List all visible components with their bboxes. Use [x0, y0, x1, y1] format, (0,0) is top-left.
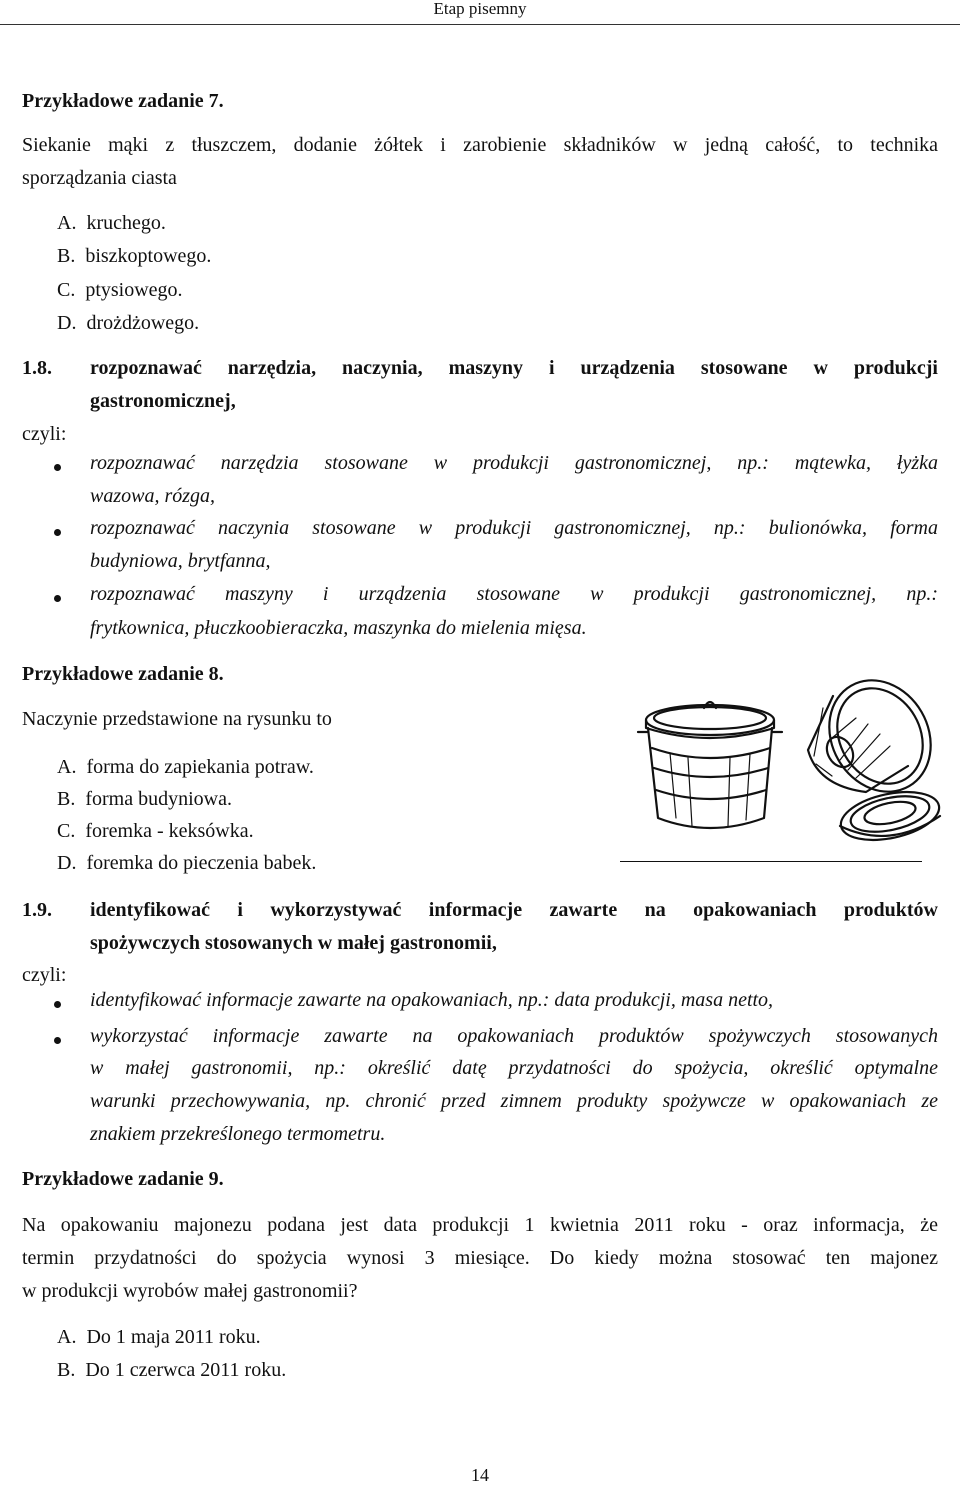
bullet-icon — [54, 1037, 61, 1044]
section18-czyli: czyli: — [22, 423, 67, 445]
bullet-icon — [54, 464, 61, 471]
section18-item1-line2: wazowa, rózga, — [90, 485, 216, 507]
page-number: 14 — [471, 1465, 489, 1485]
section19-number: 1.9. — [22, 899, 52, 921]
task8-question: Naczynie przedstawione na rysunku to — [22, 708, 332, 730]
section18-number: 1.8. — [22, 357, 52, 379]
task9-option-b: B. Do 1 czerwca 2011 roku. — [57, 1359, 287, 1381]
section19-item2-line3: warunki przechowywania, np. chronić przed zimnem produkty spożywcze w opakowaniach ze — [90, 1090, 938, 1112]
task8-heading: Przykładowe zadanie 8. — [22, 663, 224, 685]
task8-option-d: D. foremka do pieczenia babek. — [57, 852, 317, 874]
section18-item3-line1: rozpoznawać maszyny i urządzenia stosowane w produkcji gastronomicznej, np.: — [90, 583, 938, 605]
answer-line — [620, 861, 922, 862]
section18-item3-line2: frytkownica, płuczkoobieraczka, maszynka do mielenia mięsa. — [90, 617, 587, 639]
task8-option-c: C. foremka - keksówka. — [57, 820, 254, 842]
section19-title-line2: spożywczych stosowanych w małej gastronomii, — [90, 932, 497, 954]
task9-question-line3: w produkcji wyrobów małej gastronomii? — [22, 1280, 358, 1302]
task7-option-c: C. ptysiowego. — [57, 279, 183, 301]
section18-item2-line1: rozpoznawać naczynia stosowane w produkcji gastronomicznej, np.: bulionówka, forma — [90, 517, 938, 539]
section19-item2-line1: wykorzystać informacje zawarte na opakowaniach produktów spożywczych stosowanych — [90, 1025, 938, 1047]
task9-question-line1: Na opakowaniu majonezu podana jest data produkcji 1 kwietnia 2011 roku - oraz informacja, że — [22, 1214, 938, 1236]
section18-title-line2: gastronomicznej, — [90, 390, 236, 412]
task7-option-d: D. drożdżowego. — [57, 312, 200, 334]
task8-option-b: B. forma budyniowa. — [57, 788, 232, 810]
section19-title-line1: identyfikować i wykorzystywać informacje zawarte na opakowaniach produktów — [90, 899, 938, 921]
task7-option-b: B. biszkoptowego. — [57, 245, 212, 267]
bullet-icon — [54, 529, 61, 536]
task7-question-line1: Siekanie mąki z tłuszczem, dodanie żółtek i zarobienie składników w jedną całość, to technika — [22, 134, 938, 156]
task9-heading: Przykładowe zadanie 9. — [22, 1168, 224, 1190]
section19-item2-line4: znakiem przekreślonego termometru. — [90, 1123, 386, 1145]
bullet-icon — [54, 1001, 61, 1008]
running-header: Etap pisemny — [0, 0, 960, 25]
baking-mold-illustration — [618, 668, 948, 846]
section19-item2-line2: w małej gastronomii, np.: określić datę przydatności do spożycia, określić optymalne — [90, 1057, 938, 1079]
section19-item1: identyfikować informacje zawarte na opakowaniach, np.: data produkcji, masa netto, — [90, 989, 774, 1011]
section19-czyli: czyli: — [22, 964, 67, 986]
task9-question-line2: termin przydatności do spożycia wynosi 3 miesiące. Do kiedy można stosować ten majonez — [22, 1247, 938, 1269]
section18-item2-line2: budyniowa, brytfanna, — [90, 550, 271, 572]
task9-option-a: A. Do 1 maja 2011 roku. — [57, 1326, 261, 1348]
task7-option-a: A. kruchego. — [57, 212, 166, 234]
section18-title-line1: rozpoznawać narzędzia, naczynia, maszyny i urządzenia stosowane w produkcji — [90, 357, 938, 379]
task7-question-line2: sporządzania ciasta — [22, 167, 177, 189]
section18-item1-line1: rozpoznawać narzędzia stosowane w produkcji gastronomicznej, np.: mątewka, łyżka — [90, 452, 938, 474]
task8-option-a: A. forma do zapiekania potraw. — [57, 756, 314, 778]
bullet-icon — [54, 595, 61, 602]
task7-heading: Przykładowe zadanie 7. — [22, 90, 224, 112]
